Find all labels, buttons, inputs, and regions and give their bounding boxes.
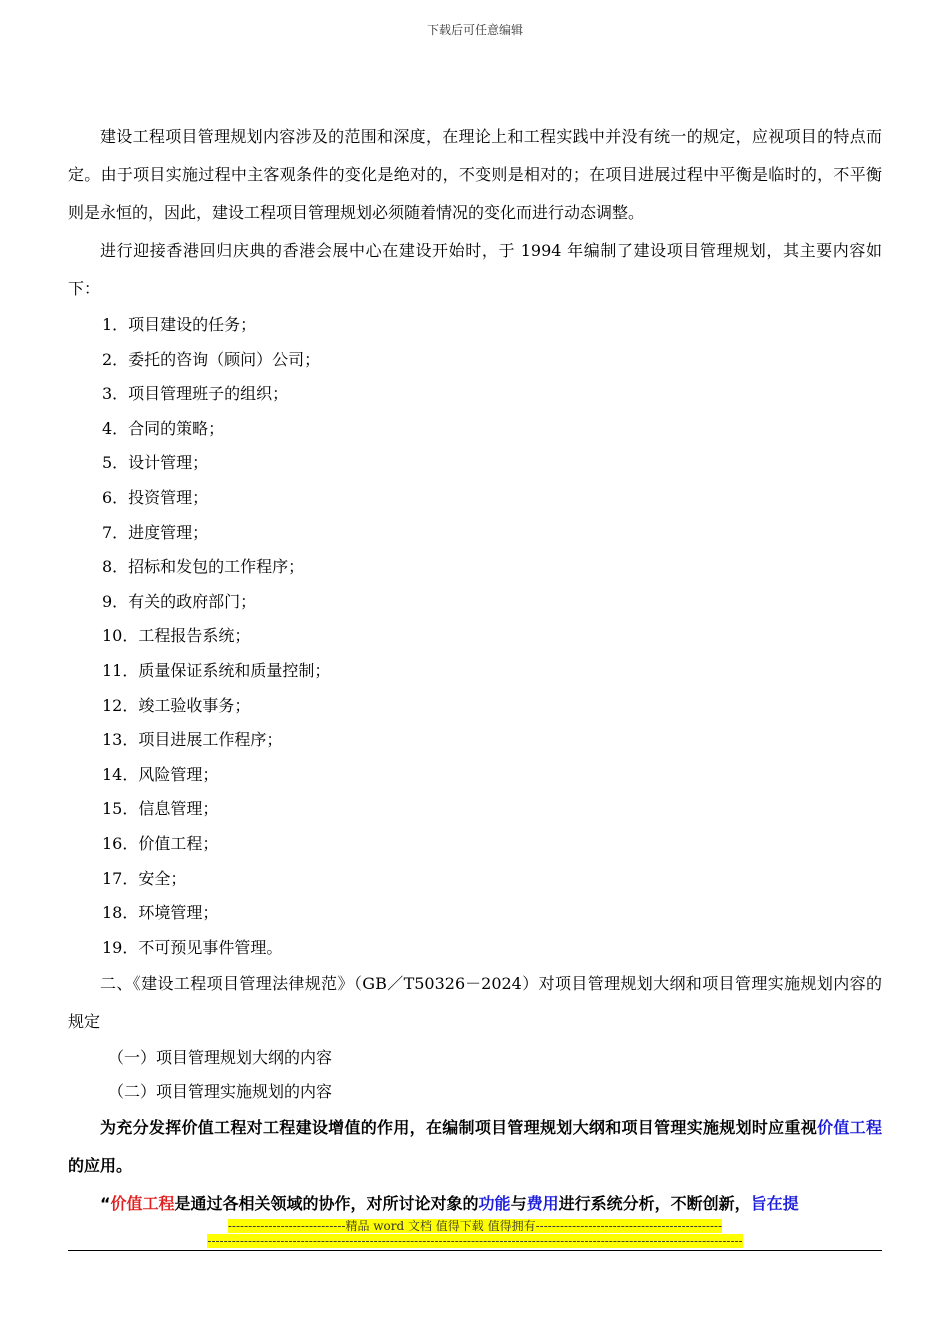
footer-line-1 xyxy=(0,1217,950,1234)
list-item: 16．价值工程； xyxy=(102,833,219,853)
section-heading: 二、《建设工程项目管理法律规范》（GB／T50326－2024）对项目管理规划大纲和项目管理实施规划内容的规定 xyxy=(68,974,882,1032)
page-header: 下载后可任意编辑 xyxy=(426,23,523,37)
value-engineering-term: 价值工程 xyxy=(817,1118,882,1138)
paragraph-1: 建设工程项目管理规划内容涉及的范围和深度，在理论上和工程实践中并没有统一的规定，应视项目的特点而定。由于项目实施过程中主客观条件的变化是绝对的，不变则是相对的；在项目进展过程中平衡是临时的，不平衡则是永恒的，因此，建设工程项目管理规划必须随着情况的变化而进行动态调整。 xyxy=(68,127,882,222)
footer-line-2 xyxy=(0,1234,950,1248)
emphasis-text: 为充分发挥价值工程对工程建设增值的作用，在编制项目管理规划大纲和项目管理实施规划时应重视 xyxy=(100,1118,818,1138)
definition-text-1: 是通过各相关领域的协作，对所讨论对象的 xyxy=(174,1194,479,1214)
list-item: 8．招标和发包的工作程序； xyxy=(102,557,305,577)
definition-text-3: 进行系统分析，不断创新， xyxy=(558,1194,751,1214)
list-item: 14．风险管理； xyxy=(102,764,219,784)
list-item: 4．合同的策略； xyxy=(102,418,225,438)
list-item: 18．环境管理； xyxy=(102,903,219,923)
emphasis-text-end: 的应用。 xyxy=(68,1156,133,1176)
list-item: 19．不可预见事件管理。 xyxy=(102,937,283,957)
emphasis-paragraph xyxy=(68,1109,882,1185)
open-quote: “ xyxy=(100,1194,111,1214)
term-highlight-red: 价值工程 xyxy=(110,1194,175,1214)
term-function: 功能 xyxy=(478,1194,511,1214)
list-item: 10．工程报告系统； xyxy=(102,626,251,646)
list-item: 3．项目管理班子的组织； xyxy=(102,384,289,404)
list-item: 13．项目进展工作程序； xyxy=(102,730,283,750)
footer-dashes: ------------------------------------------------------------------------------------------------------------------------------------ xyxy=(207,1234,743,1248)
list-item: 9．有关的政府部门； xyxy=(102,591,257,611)
list-item: 7．进度管理； xyxy=(102,522,209,542)
list-item: 1．项目建设的任务； xyxy=(102,315,257,334)
document-body xyxy=(68,118,882,1223)
paragraph-2: 进行迎接香港回归庆典的香港会展中心在建设开始时，于 1994 年编制了建设项目管理规划，其主要内容如下： xyxy=(68,241,882,298)
list-item: 15．信息管理； xyxy=(102,799,219,819)
list-item: 17．安全； xyxy=(102,868,187,888)
list-item: 12．竣工验收事务； xyxy=(102,695,251,715)
definition-text-2: 与 xyxy=(510,1194,527,1214)
content-list xyxy=(68,308,882,965)
list-item: 11．质量保证系统和质量控制； xyxy=(102,660,331,680)
list-item: 6．投资管理； xyxy=(102,487,209,507)
list-item: 2．委托的咨询（顾问）公司； xyxy=(102,349,321,369)
footer-banner: -----------------------------精品 word 文档 值得下载 值得拥有---------------------------------------------- xyxy=(227,1219,723,1233)
subsection-2: （二）项目管理实施规划的内容 xyxy=(108,1082,333,1102)
subsection-1: （一）项目管理规划大纲的内容 xyxy=(108,1048,333,1068)
term-aim: 旨在提 xyxy=(750,1194,799,1214)
term-cost: 费用 xyxy=(526,1194,559,1214)
list-item: 5．设计管理； xyxy=(102,453,209,473)
footer-divider xyxy=(68,1250,882,1251)
